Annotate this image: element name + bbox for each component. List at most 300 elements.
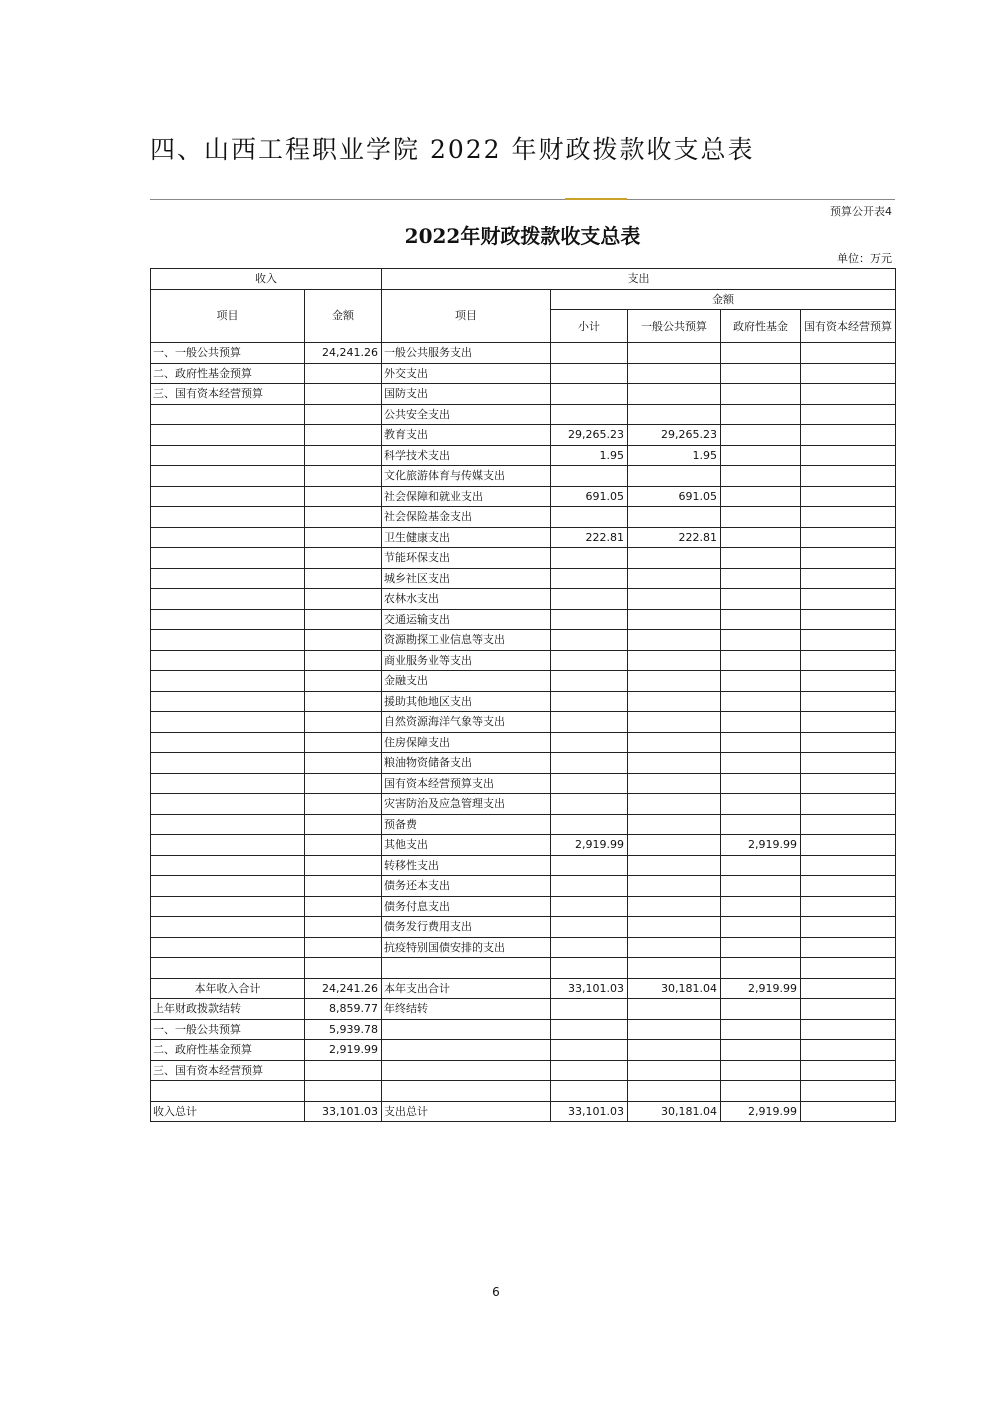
gov-fund-cell [721,855,801,876]
table-row [151,999,896,1020]
general-budget-cell [628,958,721,979]
general-budget-cell: 29,265.23 [628,425,721,446]
state-capital-cell [801,404,896,425]
expense-item-cell: 抗疫特别国债安排的支出 [382,937,551,958]
general-budget-cell [628,671,721,692]
state-capital-cell [801,876,896,897]
general-budget-cell [628,794,721,815]
subtotal-cell: 691.05 [551,486,628,507]
general-budget-cell [628,999,721,1020]
income-amount-cell [305,466,382,487]
subtotal-cell [551,773,628,794]
subtotal-cell [551,404,628,425]
income-amount-cell: 24,241.26 [305,978,382,999]
income-item-cell [151,466,305,487]
table-title: 2022年财政拨款收支总表 [404,224,641,248]
income-amount-cell [305,835,382,856]
state-capital-cell [801,794,896,815]
expense-item-cell: 城乡社区支出 [382,568,551,589]
income-item-cell [151,732,305,753]
expense-item-cell [382,1060,551,1081]
state-capital-cell [801,650,896,671]
expense-item-cell: 债务付息支出 [382,896,551,917]
gov-fund-cell [721,732,801,753]
expense-item-cell: 社会保险基金支出 [382,507,551,528]
general-budget-cell [628,691,721,712]
gov-fund-cell [721,773,801,794]
income-item-cell [151,589,305,610]
table-row [151,466,896,487]
gov-fund-cell [721,630,801,651]
expense-item-cell: 灾害防治及应急管理支出 [382,794,551,815]
subtotal-cell: 1.95 [551,445,628,466]
table-row [151,876,896,897]
income-item-cell [151,712,305,733]
table-row [151,445,896,466]
expense-item-cell: 其他支出 [382,835,551,856]
gov-fund-cell [721,1040,801,1061]
gov-fund-cell [721,937,801,958]
state-capital-cell [801,568,896,589]
table-row [151,917,896,938]
expense-item-cell: 年终结转 [382,999,551,1020]
table-row [151,896,896,917]
table-row [151,589,896,610]
income-item-cell [151,937,305,958]
income-amount-cell [305,1081,382,1102]
general-budget-cell [628,384,721,405]
income-amount-header: 金额 [305,289,382,343]
table-row [151,1019,896,1040]
general-budget-cell [628,650,721,671]
subtotal-cell [551,671,628,692]
income-item-cell [151,855,305,876]
table-row [151,425,896,446]
income-item-cell [151,814,305,835]
expense-item-cell: 债务发行费用支出 [382,917,551,938]
expense-item-cell: 卫生健康支出 [382,527,551,548]
general-budget-cell [628,589,721,610]
table-row [151,548,896,569]
general-budget-cell [628,466,721,487]
general-budget-cell [628,773,721,794]
income-amount-cell [305,814,382,835]
income-amount-cell [305,671,382,692]
gov-fund-cell [721,507,801,528]
income-amount-cell [305,589,382,610]
header-rule [150,199,895,200]
expense-item-cell: 金融支出 [382,671,551,692]
gov-fund-cell [721,425,801,446]
gov-fund-cell [721,404,801,425]
gov-fund-cell [721,999,801,1020]
table-row [151,773,896,794]
gov-fund-cell [721,343,801,364]
general-budget-cell [628,876,721,897]
income-item-cell [151,773,305,794]
income-amount-cell [305,937,382,958]
income-item-cell [151,568,305,589]
expense-item-cell [382,1081,551,1102]
income-amount-cell: 8,859.77 [305,999,382,1020]
income-item-cell [151,445,305,466]
income-item-cell [151,794,305,815]
income-amount-cell: 24,241.26 [305,343,382,364]
income-item-cell [151,630,305,651]
subtotal-cell [551,363,628,384]
income-amount-cell [305,732,382,753]
income-amount-cell [305,363,382,384]
general-budget-cell [628,609,721,630]
table-row [151,1060,896,1081]
gov-fund-cell: 2,919.99 [721,1101,801,1122]
income-item-header: 项目 [151,289,305,343]
subtotal-cell: 29,265.23 [551,425,628,446]
income-item-cell [151,958,305,979]
income-amount-cell [305,650,382,671]
gov-fund-cell [721,814,801,835]
subtotal-cell [551,343,628,364]
table-row [151,486,896,507]
expense-item-cell: 农林水支出 [382,589,551,610]
state-capital-cell [801,773,896,794]
expense-item-cell: 本年支出合计 [382,978,551,999]
state-capital-cell [801,855,896,876]
general-budget-cell [628,1081,721,1102]
gov-fund-cell [721,445,801,466]
general-budget-cell: 691.05 [628,486,721,507]
subtotal-cell [551,650,628,671]
state-capital-cell [801,548,896,569]
state-capital-cell [801,753,896,774]
income-amount-cell: 2,919.99 [305,1040,382,1061]
state-capital-cell [801,384,896,405]
general-budget-cell: 222.81 [628,527,721,548]
general-budget-cell [628,896,721,917]
general-budget-cell [628,753,721,774]
income-header: 收入 [151,269,382,290]
expense-item-cell: 住房保障支出 [382,732,551,753]
subtotal-cell [551,589,628,610]
income-amount-cell [305,753,382,774]
expense-item-cell [382,1019,551,1040]
expense-item-cell: 国防支出 [382,384,551,405]
income-item-cell [151,425,305,446]
general-budget-cell [628,1019,721,1040]
table-row [151,753,896,774]
income-amount-cell [305,855,382,876]
income-amount-cell: 5,939.78 [305,1019,382,1040]
state-capital-cell [801,978,896,999]
state-capital-cell [801,937,896,958]
income-amount-cell [305,773,382,794]
expense-item-cell: 援助其他地区支出 [382,691,551,712]
state-capital-cell [801,896,896,917]
income-item-cell [151,876,305,897]
general-budget-cell: 30,181.04 [628,978,721,999]
expense-item-cell: 公共安全支出 [382,404,551,425]
state-capital-cell [801,1101,896,1122]
income-item-cell [151,609,305,630]
table-row [151,343,896,364]
subtotal-cell [551,999,628,1020]
general-budget-cell [628,814,721,835]
income-item-cell: 收入总计 [151,1101,305,1122]
expense-item-cell: 社会保障和就业支出 [382,486,551,507]
expense-item-cell: 债务还本支出 [382,876,551,897]
general-budget-cell [628,855,721,876]
table-row [151,732,896,753]
table-row [151,1081,896,1102]
expense-item-cell: 节能环保支出 [382,548,551,569]
expense-item-cell: 自然资源海洋气象等支出 [382,712,551,733]
budget-table [150,268,896,1122]
state-capital-cell [801,917,896,938]
general-budget-cell [628,343,721,364]
state-capital-cell [801,466,896,487]
section-heading: 四、山西工程职业学院 2022 年财政拨款收支总表 [150,135,755,164]
subtotal-cell [551,1019,628,1040]
gov-fund-cell [721,486,801,507]
income-amount-cell [305,568,382,589]
subtotal-cell: 33,101.03 [551,1101,628,1122]
state-capital-cell [801,835,896,856]
table-row [151,609,896,630]
subtotal-cell [551,507,628,528]
income-item-cell [151,835,305,856]
subtotal-cell: 2,919.99 [551,835,628,856]
table-row [151,855,896,876]
income-amount-cell [305,691,382,712]
subtotal-cell [551,855,628,876]
income-amount-cell [305,548,382,569]
income-amount-cell [305,794,382,815]
subtotal-header: 小计 [551,310,628,343]
subtotal-cell [551,691,628,712]
income-item-cell [151,404,305,425]
state-capital-cell [801,1019,896,1040]
table-row [151,958,896,979]
income-item-cell: 三、国有资本经营预算 [151,1060,305,1081]
table-row [151,1040,896,1061]
general-budget-cell: 30,181.04 [628,1101,721,1122]
expense-item-cell: 文化旅游体育与传媒支出 [382,466,551,487]
income-item-cell: 二、政府性基金预算 [151,1040,305,1061]
general-budget-cell [628,404,721,425]
state-capital-cell [801,486,896,507]
state-capital-cell [801,732,896,753]
gov-fund-cell [721,548,801,569]
state-capital-cell [801,425,896,446]
table-row [151,1101,896,1122]
table-row [151,384,896,405]
subtotal-cell [551,568,628,589]
income-item-cell: 一、一般公共预算 [151,343,305,364]
subtotal-cell [551,753,628,774]
income-amount-cell [305,507,382,528]
expense-item-cell: 教育支出 [382,425,551,446]
subtotal-cell [551,794,628,815]
subtotal-cell [551,609,628,630]
income-amount-cell [305,404,382,425]
expense-item-cell: 外交支出 [382,363,551,384]
table-row [151,630,896,651]
gov-fund-cell [721,1060,801,1081]
general-budget-cell [628,937,721,958]
table-row [151,671,896,692]
state-capital-cell [801,1081,896,1102]
gov-fund-cell: 2,919.99 [721,978,801,999]
state-capital-cell [801,589,896,610]
subtotal-cell [551,712,628,733]
state-capital-cell [801,1060,896,1081]
expense-item-cell: 交通运输支出 [382,609,551,630]
document-code: 预算公开表4 [830,205,892,218]
subtotal-cell [551,896,628,917]
general-budget-cell [628,712,721,733]
expense-item-cell [382,958,551,979]
state-capital-cell [801,814,896,835]
subtotal-cell: 33,101.03 [551,978,628,999]
income-item-cell: 上年财政拨款结转 [151,999,305,1020]
general-budget-cell [628,1040,721,1061]
state-capital-cell [801,671,896,692]
income-amount-cell [305,527,382,548]
table-row [151,835,896,856]
income-amount-cell [305,486,382,507]
table-row [151,650,896,671]
income-amount-cell [305,896,382,917]
income-amount-cell [305,445,382,466]
income-amount-cell [305,712,382,733]
income-item-cell [151,753,305,774]
income-item-cell [151,507,305,528]
budget-rows [151,343,896,1122]
expense-item-cell: 商业服务业等支出 [382,650,551,671]
state-capital-cell [801,507,896,528]
gov-fund-cell [721,466,801,487]
gov-fund-cell [721,794,801,815]
general-budget-cell [628,1060,721,1081]
table-row [151,937,896,958]
expense-item-cell [382,1040,551,1061]
expense-item-cell: 支出总计 [382,1101,551,1122]
table-row [151,978,896,999]
income-item-cell: 一、一般公共预算 [151,1019,305,1040]
income-amount-cell [305,917,382,938]
table-row [151,814,896,835]
expense-item-cell: 资源勘探工业信息等支出 [382,630,551,651]
subtotal-cell [551,958,628,979]
gov-fund-cell [721,753,801,774]
gov-fund-cell [721,1019,801,1040]
state-capital-cell [801,363,896,384]
gov-fund-cell [721,671,801,692]
general-budget-cell [628,568,721,589]
gov-fund-cell [721,650,801,671]
subtotal-cell: 222.81 [551,527,628,548]
expense-item-cell: 粮油物资储备支出 [382,753,551,774]
income-amount-cell [305,876,382,897]
gov-fund-cell [721,876,801,897]
expense-amount-header: 金额 [551,289,896,310]
income-item-cell [151,896,305,917]
gov-fund-cell [721,1081,801,1102]
gov-fund-cell [721,589,801,610]
gov-fund-cell [721,712,801,733]
income-item-cell: 三、国有资本经营预算 [151,384,305,405]
income-item-cell [151,548,305,569]
subtotal-cell [551,1060,628,1081]
general-budget-cell [628,917,721,938]
table-row [151,691,896,712]
gov-fund-cell [721,896,801,917]
expense-header: 支出 [382,269,896,290]
subtotal-cell [551,876,628,897]
general-budget-header: 一般公共预算 [628,310,721,343]
income-amount-cell [305,384,382,405]
state-capital-cell [801,527,896,548]
table-row [151,363,896,384]
subtotal-cell [551,732,628,753]
income-amount-cell [305,958,382,979]
subtotal-cell [551,937,628,958]
subtotal-cell [551,1081,628,1102]
general-budget-cell [628,548,721,569]
expense-item-header: 项目 [382,289,551,343]
gov-fund-cell [721,958,801,979]
gov-fund-cell [721,691,801,712]
gov-fund-cell [721,609,801,630]
gov-fund-cell [721,917,801,938]
income-item-cell: 本年收入合计 [151,978,305,999]
expense-item-cell: 预备费 [382,814,551,835]
state-capital-cell [801,1040,896,1061]
income-amount-cell [305,609,382,630]
income-item-cell [151,691,305,712]
gov-fund-cell [721,384,801,405]
state-capital-cell [801,445,896,466]
gov-fund-cell: 2,919.99 [721,835,801,856]
gov-fund-header: 政府性基金 [721,310,801,343]
gov-fund-cell [721,363,801,384]
income-item-cell [151,1081,305,1102]
table-row [151,507,896,528]
general-budget-cell [628,835,721,856]
state-capital-cell [801,630,896,651]
general-budget-cell [628,630,721,651]
income-item-cell [151,486,305,507]
expense-item-cell: 国有资本经营预算支出 [382,773,551,794]
unit-label: 单位：万元 [837,252,892,265]
page-number: 6 [492,1285,500,1299]
state-capital-header: 国有资本经营预算 [801,310,896,343]
income-item-cell: 二、政府性基金预算 [151,363,305,384]
expense-item-cell: 科学技术支出 [382,445,551,466]
gov-fund-cell [721,527,801,548]
general-budget-cell: 1.95 [628,445,721,466]
subtotal-cell [551,466,628,487]
header-rule-accent [565,198,627,200]
income-item-cell [151,917,305,938]
table-row [151,794,896,815]
expense-item-cell: 转移性支出 [382,855,551,876]
subtotal-cell [551,814,628,835]
state-capital-cell [801,999,896,1020]
income-item-cell [151,671,305,692]
income-item-cell [151,527,305,548]
state-capital-cell [801,958,896,979]
